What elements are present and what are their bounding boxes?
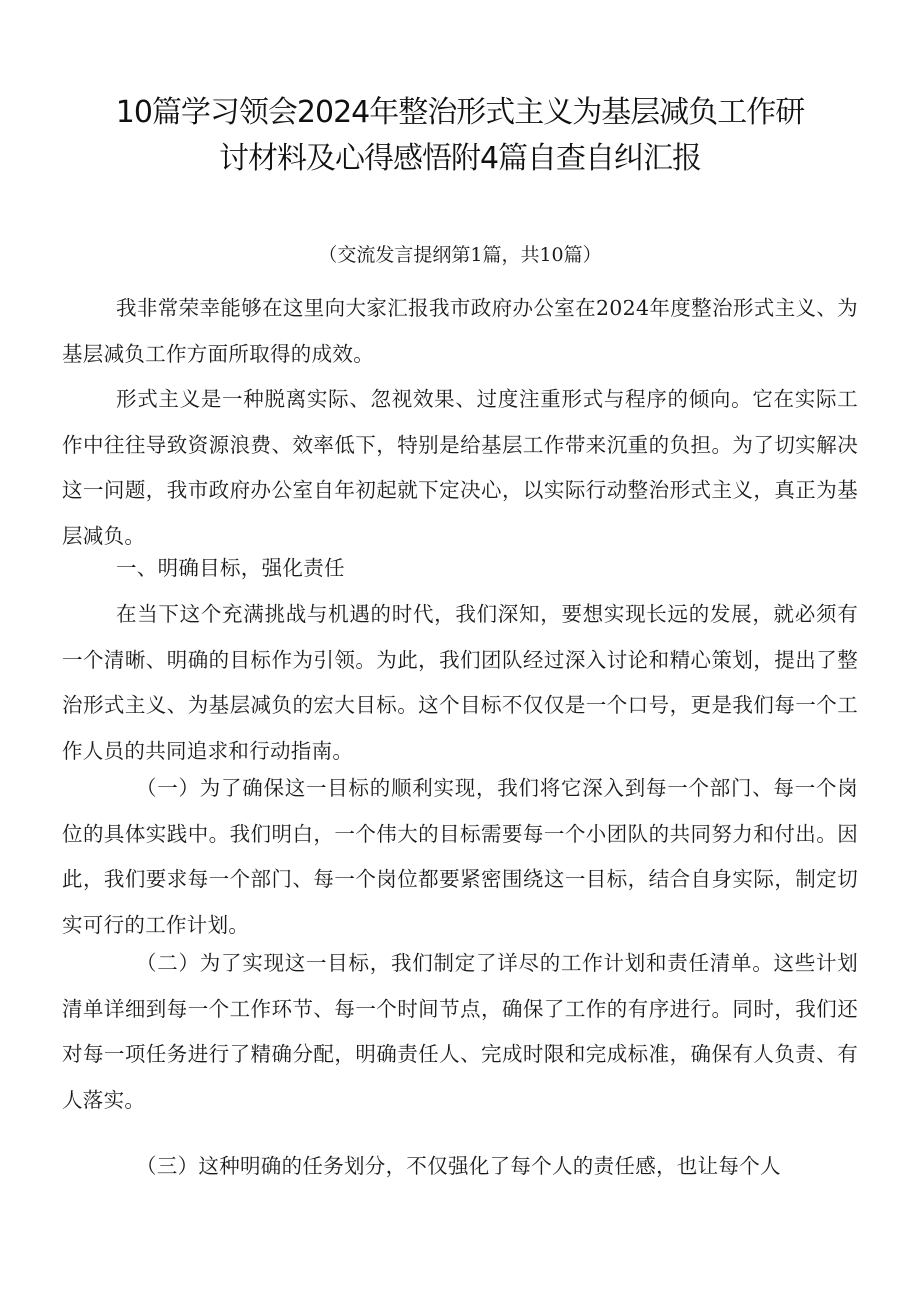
document-title [60, 90, 860, 182]
paragraph-formalism: 形式主义是一种脱离实际、忽视效果、过度注重形式与程序的倾向。它在实际工作中往往导致资源浪费、效率低下，特别是给基层工作带来沉重的负担。为了切实解决这一问题，我市政府办公室自年初起就下定决心，以实际行动整治形式主义，真正为基层减负。 [62, 387, 858, 548]
paragraph-intro: 我非常荣幸能够在这里向大家汇报我市政府办公室在2024年度整治形式主义、为基层减负工作方面所取得的成效。 [62, 296, 858, 366]
document-subtitle: （交流发言提纲第1篇，共10篇） [318, 244, 602, 266]
paragraph-item-1: （一）为了确保这一目标的顺利实现，我们将它深入到每一个部门、每一个岗位的具体实践中。我们明白，一个伟大的目标需要每一个小团队的共同努力和付出。因此，我们要求每一个部门、每一个岗位都要紧密围绕这一目标，结合自身实际，制定切实可行的工作计划。 [62, 776, 858, 937]
paragraph-item-3: （三）这种明确的任务划分，不仅强化了每个人的责任感，也让每个人 [136, 1154, 781, 1178]
title-line-2: 讨材料及心得感悟附4篇自查自纠汇报 [218, 141, 702, 176]
title-line-1: 10篇学习领会2024年整治形式主义为基层减负工作研 [115, 95, 805, 130]
paragraph-item-2: （二）为了实现这一目标，我们制定了详尽的工作计划和责任清单。这些计划清单详细到每一个工作环节、每一个时间节点，确保了工作的有序进行。同时，我们还对每一项任务进行了精确分配，明确责任人、完成时限和完成标准，确保有人负责、有人落实。 [62, 951, 858, 1112]
paragraph-section-1: 在当下这个充满挑战与机遇的时代，我们深知，要想实现长远的发展，就必须有一个清晰、明确的目标作为引领。为此，我们团队经过深入讨论和精心策划，提出了整治形式主义、为基层减负的宏大目标。这个目标不仅仅是一个口号，更是我们每一个工作人员的共同追求和行动指南。 [62, 602, 858, 763]
section-heading-1: 一、明确目标，强化责任 [116, 556, 345, 580]
